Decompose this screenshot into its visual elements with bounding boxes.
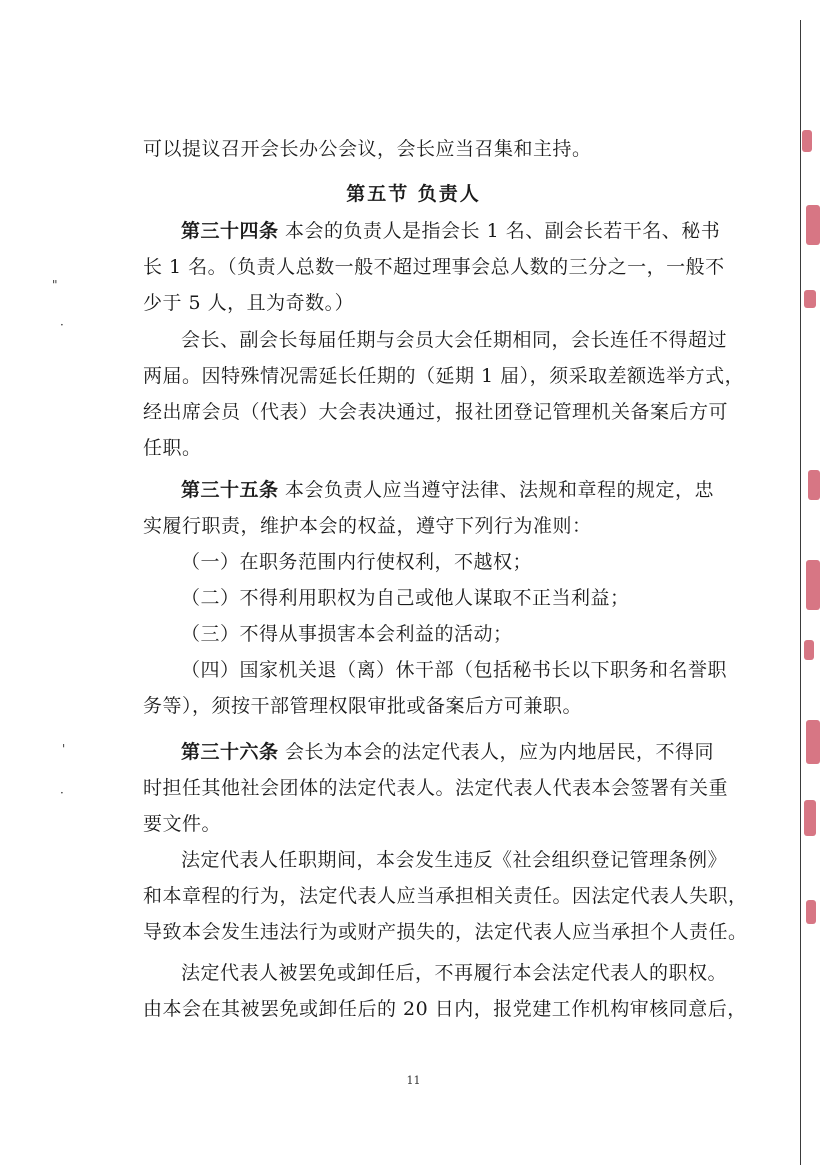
text-line: 两届。因特殊情况需延长任期的（延期 1 届），须采取差额选举方式， xyxy=(143,365,745,387)
article-35 xyxy=(143,472,728,724)
text-line: 任职。 xyxy=(143,437,202,459)
text-line: 长 1 名。（负责人总数一般不超过理事会总人数的三分之一，一般不 xyxy=(143,256,725,278)
text-line: 可以提议召开会长办公会议，会长应当召集和主持。 xyxy=(143,138,592,160)
seal-fragment xyxy=(804,640,814,660)
text-line: 法定代表人任职期间，本会发生违反《社会组织登记管理条例》 xyxy=(181,849,728,871)
text-line: 实履行职责，维护本会的权益，遵守下列行为准则： xyxy=(143,515,592,537)
list-item: （二）不得利用职权为自己或他人谋取不正当利益； xyxy=(181,587,630,609)
text-line: 由本会在其被罢免或卸任后的 20 日内，报党建工作机构审核同意后， xyxy=(143,998,747,1020)
text-line: 少于 5 人，且为奇数。） xyxy=(143,292,355,314)
list-item: （三）不得从事损害本会利益的活动； xyxy=(181,623,513,645)
article-36 xyxy=(143,734,729,842)
scan-speck: ' xyxy=(62,742,66,756)
seal-fragment xyxy=(804,290,816,308)
text-line xyxy=(143,734,715,770)
text-line xyxy=(143,213,721,249)
seal-fragment xyxy=(802,130,812,152)
seal-fragment xyxy=(804,800,816,836)
article-label: 第三十五条 xyxy=(181,479,279,501)
list-item: （四）国家机关退（离）休干部（包括秘书长以下职务和名誉职 xyxy=(181,659,728,681)
article-text: 本会的负责人是指会长 1 名、副会长若干名、秘书 xyxy=(278,220,721,242)
section-heading: 第五节 负责人 xyxy=(346,183,481,205)
scan-speck: " xyxy=(52,278,58,292)
text-line xyxy=(143,472,715,508)
page-number: 11 xyxy=(406,1074,421,1087)
article-label: 第三十四条 xyxy=(181,220,279,242)
text-line: 法定代表人被罢免或卸任后，不再履行本会法定代表人的职权。 xyxy=(181,962,728,984)
article-text: 会长为本会的法定代表人，应为内地居民，不得同 xyxy=(278,741,715,763)
paragraph-removal xyxy=(143,955,747,1027)
seal-fragment xyxy=(806,900,816,924)
paragraph-continuation xyxy=(143,131,683,167)
article-34 xyxy=(143,213,725,321)
article-label: 第三十六条 xyxy=(181,741,279,763)
text-line: 务等），须按干部管理权限审批或备案后方可兼职。 xyxy=(143,695,583,717)
text-line: 导致本会发生违法行为或财产损失的，法定代表人应当承担个人责任。 xyxy=(143,921,748,943)
text-line: 经出席会员（代表）大会表决通过，报社团登记管理机关备案后方可 xyxy=(143,401,729,423)
seal-fragment xyxy=(808,470,820,500)
text-line: 和本章程的行为，法定代表人应当承担相关责任。因法定代表人失职， xyxy=(143,885,748,907)
paragraph-legal-rep xyxy=(143,842,748,950)
text-line: 会长、副会长每届任期与会员大会任期相同，会长连任不得超过 xyxy=(181,329,728,351)
scan-speck: · xyxy=(60,786,64,800)
seal-fragment xyxy=(806,560,820,610)
seal-fragment xyxy=(806,720,820,764)
paragraph-term xyxy=(143,322,745,466)
text-line: 时担任其他社会团体的法定代表人。法定代表人代表本会签署有关重 xyxy=(143,777,729,799)
scan-speck: · xyxy=(60,318,64,332)
text-line: 要文件。 xyxy=(143,813,222,835)
list-item: （一）在职务范围内行使权利，不越权； xyxy=(181,551,533,573)
article-text: 本会负责人应当遵守法律、法规和章程的规定，忠 xyxy=(278,479,715,501)
